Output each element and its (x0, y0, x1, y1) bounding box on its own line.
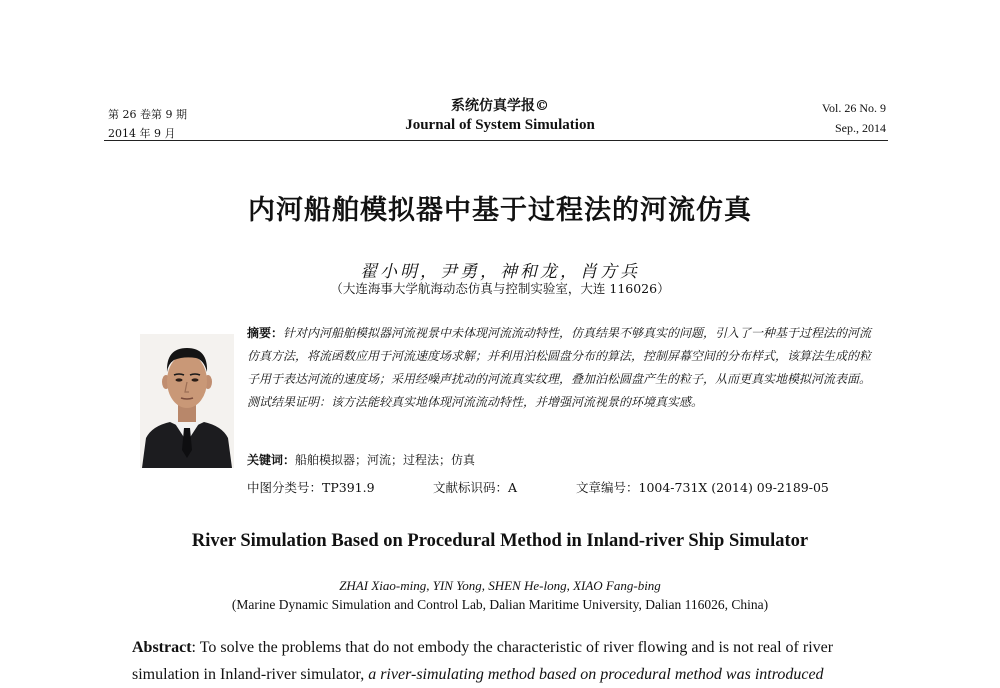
clc-number: 中图分类号：TP391.9 (247, 480, 375, 495)
keywords-cn-label: 关键词： (247, 453, 296, 467)
abstract-cn-text: 针对内河船舶模拟器河流视景中未体现河流流动特性，仿真结果不够真实的问题，引入了一种基于过程法的河流仿真方法，将流函数应用于河流速度场求解；并利用泊松圆盘分布的算法，控制屏幕空间的分布样式，该算法生成的粒子用于表达河流的速度场；采用经噪声扰动的河流真实纹理，叠加泊松圆盘产生的粒子，从而更真实地模拟河流表面。测试结果证明：该方法能较真实地体现河流流动特性，并增强河流视景的环境真实感。 (247, 326, 872, 409)
author-portrait-image (140, 334, 234, 468)
author-photo (140, 334, 234, 468)
abstract-cn (247, 322, 875, 414)
affiliation-cn: （大连海事大学航海动态仿真与控制实验室，大连 116026） (330, 281, 670, 296)
abstract-cn-label: 摘要： (247, 326, 284, 340)
paper-title-cn: 内河船舶模拟器中基于过程法的河流仿真 (248, 195, 752, 226)
authors-en: ZHAI Xiao-ming, YIN Yong, SHEN He-long, XIAO Fang-bing (339, 578, 661, 593)
paper-title-en: River Simulation Based on Procedural Method in Inland-river Ship Simulator (191, 531, 809, 551)
authors-cn: 翟小明，尹勇，神和龙，肖方兵 (360, 262, 640, 282)
header-date-en: Sep., 2014 (835, 121, 886, 135)
document-code: 文献标识码：A (433, 480, 518, 495)
keywords-cn (247, 451, 475, 468)
affiliation-en: (Marine Dynamic Simulation and Control Lab, Dalian Maritime University, Dalian 116026, China) (231, 597, 769, 612)
journal-name-cn: 系统仿真学报© (451, 98, 549, 114)
header-divider (104, 140, 888, 141)
article-number: 文章编号：1004-731X (2014) 09-2189-05 (576, 480, 829, 495)
header-volume-en: Vol. 26 No. 9 (821, 101, 886, 115)
abstract-en-label: Abstract (132, 639, 192, 656)
journal-name-en: Journal of System Simulation (405, 117, 595, 133)
abstract-en-italic-text: a river-simulating method based on procedural method was introduced (368, 666, 824, 683)
header-date-cn: 2014 年 9 月 (108, 127, 176, 140)
abstract-en (132, 634, 877, 688)
abstract-en-text: : To solve the problems that do not embody the characteristic of river flowing and is not real of river simulation in Inland-river simulator, (132, 639, 834, 683)
keywords-cn-text: 船舶模拟器；河流；过程法；仿真 (295, 453, 476, 467)
header-volume-cn: 第 26 卷第 9 期 (108, 108, 187, 121)
